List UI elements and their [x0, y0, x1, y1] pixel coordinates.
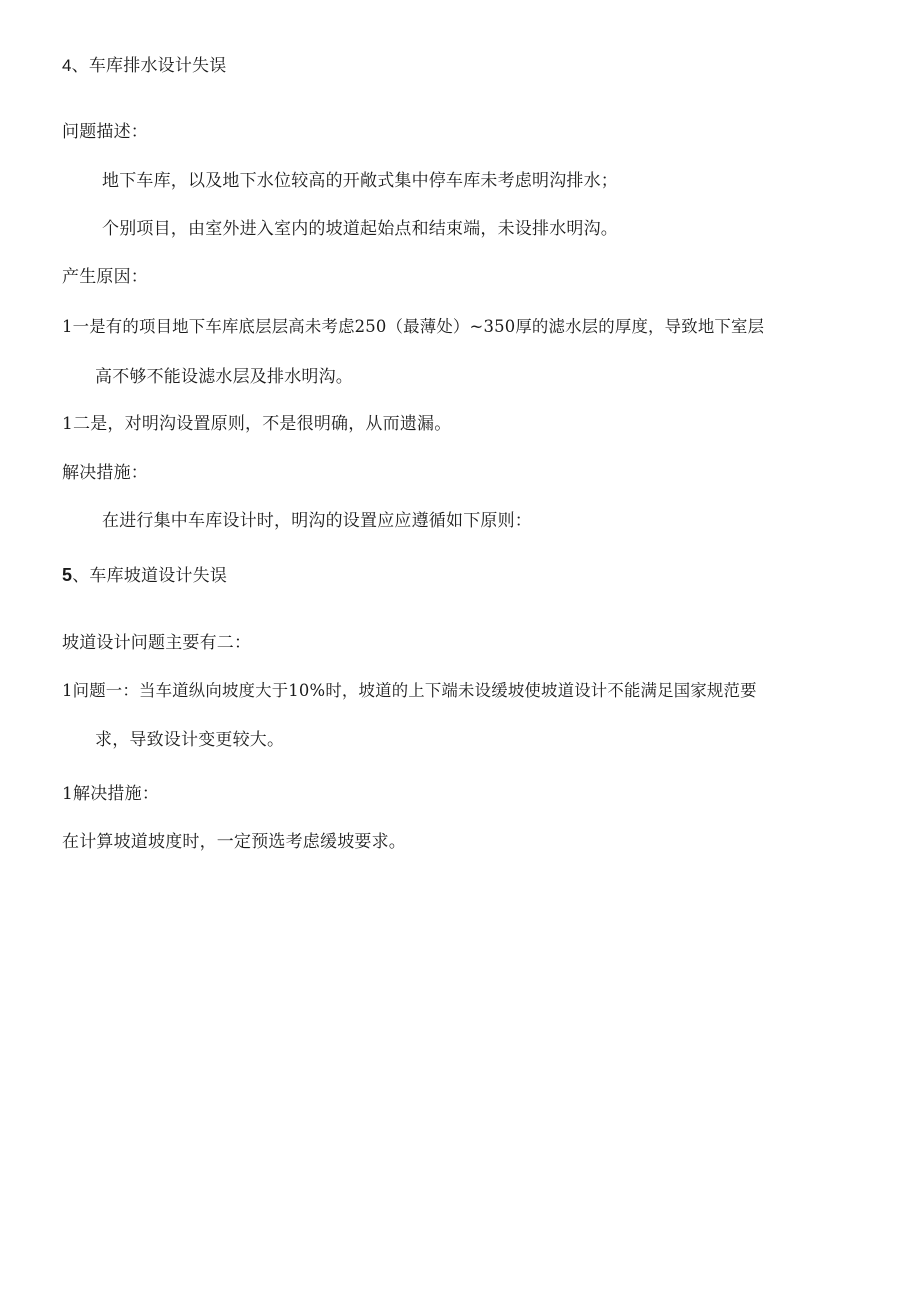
section-5-number: 5: [62, 565, 73, 585]
cause-2: 1二是，对明沟设置原则，不是很明确，从而遗漏。: [62, 414, 452, 434]
ramp-solution-text: 在计算坡道坡度时，一定预选考虑缓坡要求。: [62, 832, 406, 852]
section-4-number: 4: [62, 56, 72, 75]
ramp-intro: 坡道设计问题主要有二：: [62, 633, 252, 653]
problem-line-1: 地下车库，以及地下水位较高的开敞式集中停车库未考虑明沟排水；: [102, 171, 618, 191]
section-4-title: 、车库排水设计失误: [71, 56, 227, 76]
section-4-heading: [62, 55, 226, 77]
ramp-issue-1-line-2: 求，导致设计变更较大。: [95, 730, 285, 750]
solution-text: 在进行集中车库设计时，明沟的设置应应遵循如下原则：: [102, 511, 532, 531]
ramp-issue-1-line-1: 1问题一：当车道纵向坡度大于10%时，坡道的上下端未设缓坡使坡道设计不能满足国家规范要: [62, 681, 757, 700]
cause-1-line-2: 高不够不能设滤水层及排水明沟。: [95, 367, 353, 387]
section-5-title: 、车库坡道设计失误: [72, 566, 228, 586]
ramp-solution-label: 1解决措施：: [62, 784, 160, 804]
problem-line-2: 个别项目，由室外进入室内的坡道起始点和结束端，未设排水明沟。: [102, 219, 618, 239]
cause-1-line-1: 1一是有的项目地下车库底层层高未考虑250（最薄处）~350厚的滤水层的厚度，导致地下室层: [62, 317, 765, 336]
problem-description-label: 问题描述：: [62, 122, 148, 142]
cause-label: 产生原因：: [62, 267, 148, 287]
section-5-heading: [62, 564, 227, 587]
solution-label: 解决措施：: [62, 463, 148, 483]
